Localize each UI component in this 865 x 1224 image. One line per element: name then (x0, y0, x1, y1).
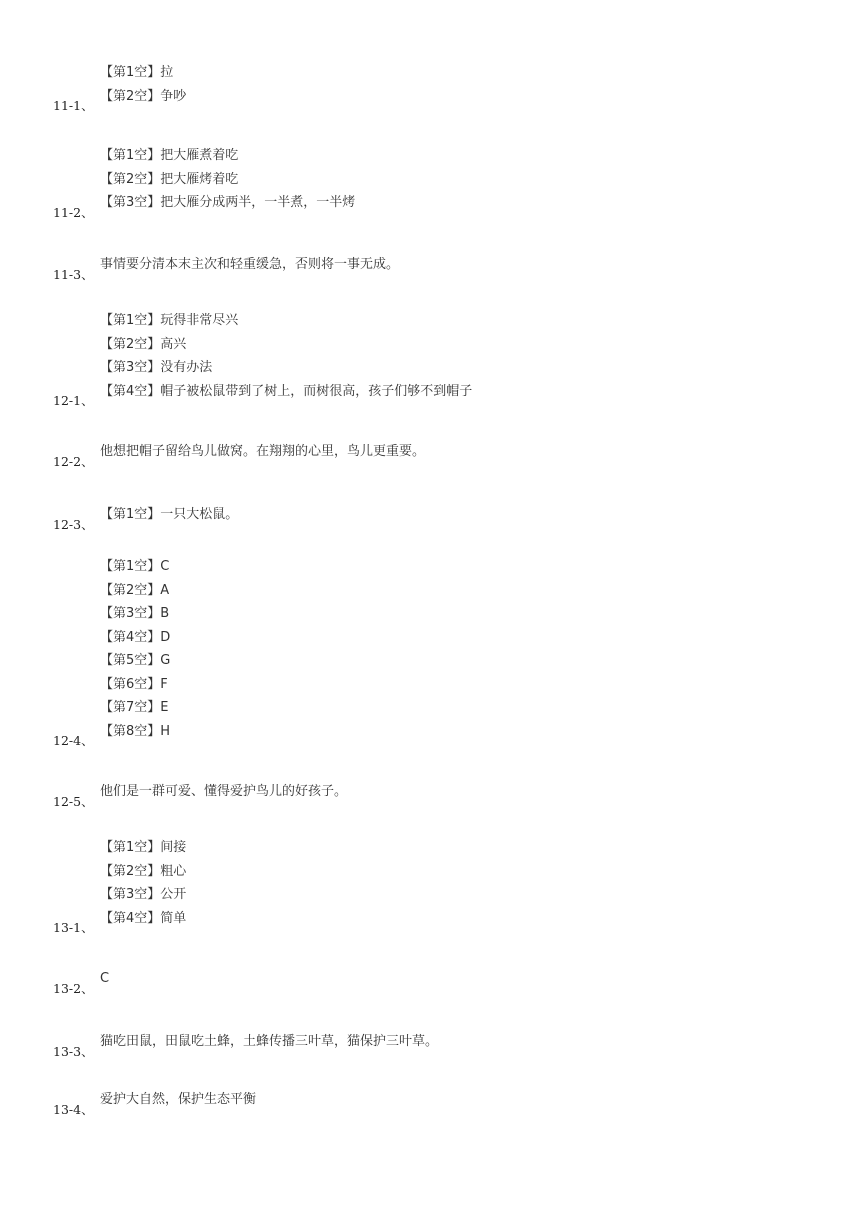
answer-line: 【第4空】D (100, 629, 171, 645)
answer-11-3 (53, 253, 400, 282)
answer-line: 爱护大自然，保护生态平衡 (100, 1092, 257, 1107)
answer-13-3 (53, 1030, 439, 1059)
answer-line: 【第7空】E (100, 700, 169, 715)
answer-line: 【第5空】G (100, 653, 171, 668)
answer-line: 【第1空】一只大松鼠。 (100, 507, 239, 522)
answer-line: C (100, 971, 110, 986)
question-number: 13-2、 (53, 980, 94, 996)
question-number: 13-1、 (53, 920, 94, 935)
answer-13-2 (53, 967, 110, 996)
answer-line: 【第1空】拉 (100, 65, 174, 80)
answer-line: 【第3空】B (100, 606, 170, 621)
question-number: 12-2、 (53, 453, 94, 469)
answer-line: 【第8空】H (100, 723, 171, 739)
answer-line: 猫吃田鼠，田鼠吃土蜂，土蜂传播三叶草，猫保护三叶草。 (100, 1034, 439, 1049)
answer-line: 他想把帽子留给鸟儿做窝。在翔翔的心里，鸟儿更重要。 (100, 444, 426, 459)
answer-line: 【第4空】简单 (100, 910, 187, 926)
answer-12-1 (53, 309, 473, 408)
question-number: 11-1、 (53, 98, 94, 113)
question-number: 12-4、 (53, 733, 94, 748)
answer-12-5 (53, 780, 348, 809)
question-number: 12-1、 (53, 393, 94, 408)
answer-12-4 (53, 555, 171, 748)
answer-line: 【第1空】C (100, 559, 170, 574)
answer-line: 【第2空】粗心 (100, 863, 187, 879)
answer-line: 【第4空】帽子被松鼠带到了树上，而树很高，孩子们够不到帽子 (100, 383, 473, 399)
question-number: 13-3、 (53, 1043, 94, 1059)
answer-12-3 (53, 503, 239, 532)
question-number: 11-3、 (53, 266, 94, 282)
answer-line: 【第3空】公开 (100, 887, 187, 902)
answer-line: 【第1空】玩得非常尽兴 (100, 313, 239, 328)
answer-11-2 (53, 144, 356, 220)
answer-line: 【第1空】间接 (100, 840, 187, 855)
answer-line: 【第2空】高兴 (100, 336, 187, 352)
question-number: 12-3、 (53, 516, 94, 532)
answer-line: 他们是一群可爱、懂得爱护鸟儿的好孩子。 (100, 784, 348, 799)
answer-line: 【第2空】争吵 (100, 88, 187, 104)
answer-13-1 (53, 836, 187, 935)
answer-line: 【第1空】把大雁煮着吃 (100, 148, 239, 163)
answer-line: 【第2空】A (100, 582, 170, 598)
answer-line: 事情要分清本末主次和轻重缓急，否则将一事无成。 (100, 257, 400, 272)
question-number: 12-5、 (53, 793, 94, 809)
answer-11-1 (53, 61, 187, 113)
question-number: 11-2、 (53, 204, 94, 220)
answer-12-2 (53, 440, 426, 469)
answer-line: 【第3空】把大雁分成两半，一半煮，一半烤 (100, 195, 356, 210)
answer-line: 【第2空】把大雁烤着吃 (100, 171, 239, 187)
question-number: 13-4、 (53, 1101, 94, 1117)
answer-line: 【第6空】F (100, 676, 168, 692)
answer-13-4 (53, 1088, 257, 1117)
answer-line: 【第3空】没有办法 (100, 360, 213, 375)
